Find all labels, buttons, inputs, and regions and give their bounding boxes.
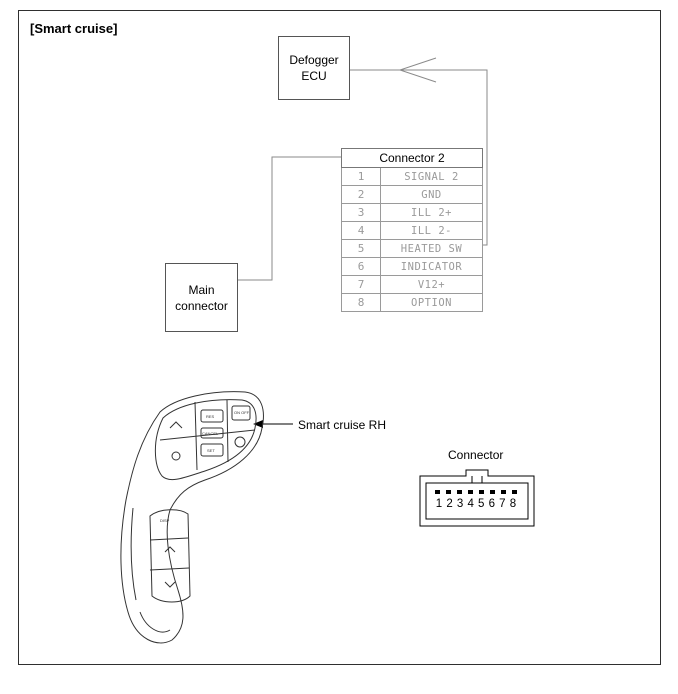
pin-number: 1 [342, 168, 381, 186]
pin-number: 5 [342, 240, 381, 258]
main-connector-line1: Main [188, 282, 215, 297]
defogger-ecu-box [278, 36, 350, 100]
connector-pin-1: 1 [435, 498, 443, 510]
connector-label: Connector [448, 448, 504, 462]
table-row [342, 294, 483, 312]
table-row [342, 258, 483, 276]
pin-number: 7 [342, 276, 381, 294]
connector-pin-2: 2 [446, 498, 453, 510]
connector-pin-8: 8 [509, 498, 517, 510]
defogger-label-line2: ECU [301, 69, 327, 83]
connector2-pin-table [341, 148, 483, 312]
pin-signal: INDICATOR [381, 258, 483, 276]
pin-signal: GND [381, 186, 483, 204]
table-row [342, 186, 483, 204]
leader-arrowhead [253, 420, 263, 428]
switch-cancel-text: CANCEL [202, 431, 219, 436]
pin-number: 4 [342, 222, 381, 240]
connector-pin-4: 4 [467, 498, 474, 510]
table-row [342, 168, 483, 186]
switch-res-text: RES [206, 414, 215, 419]
main-connector-box [165, 263, 238, 332]
pin-signal: ILL 2- [381, 222, 483, 240]
smart-cruise-rh-label: Smart cruise RH [298, 418, 387, 432]
defogger-label-line1: Defogger [289, 53, 339, 67]
connector2-header: Connector 2 [342, 149, 483, 168]
table-row [342, 276, 483, 294]
connector-pin-3: 3 [456, 498, 464, 510]
connector-pin-terminals [435, 490, 517, 494]
pin-signal: OPTION [381, 294, 483, 312]
connector-pin-7: 7 [499, 498, 506, 510]
switch-onoff-text: ON OFF [234, 410, 250, 415]
pin-signal: SIGNAL 2 [381, 168, 483, 186]
table-row [342, 222, 483, 240]
main-connector-line2: connector [175, 298, 228, 313]
pin-signal: ILL 2+ [381, 204, 483, 222]
switch-set-text: SET [207, 448, 215, 453]
wire-main-to-connector2 [236, 157, 341, 280]
table-row [342, 240, 483, 258]
pin-number: 8 [342, 294, 381, 312]
page-title: [Smart cruise] [30, 21, 118, 36]
pin-number: 3 [342, 204, 381, 222]
table-row [342, 204, 483, 222]
pin-number: 6 [342, 258, 381, 276]
pin-signal: HEATED SW [381, 240, 483, 258]
smart-cruise-switch-drawing [121, 392, 264, 643]
connector-pin-numbers [434, 498, 518, 510]
connector-pin-6: 6 [488, 498, 496, 510]
pin-signal: V12+ [381, 276, 483, 294]
switch-disp-text: DISP [160, 518, 170, 523]
pin-number: 2 [342, 186, 381, 204]
connector-pin-5: 5 [478, 498, 485, 510]
